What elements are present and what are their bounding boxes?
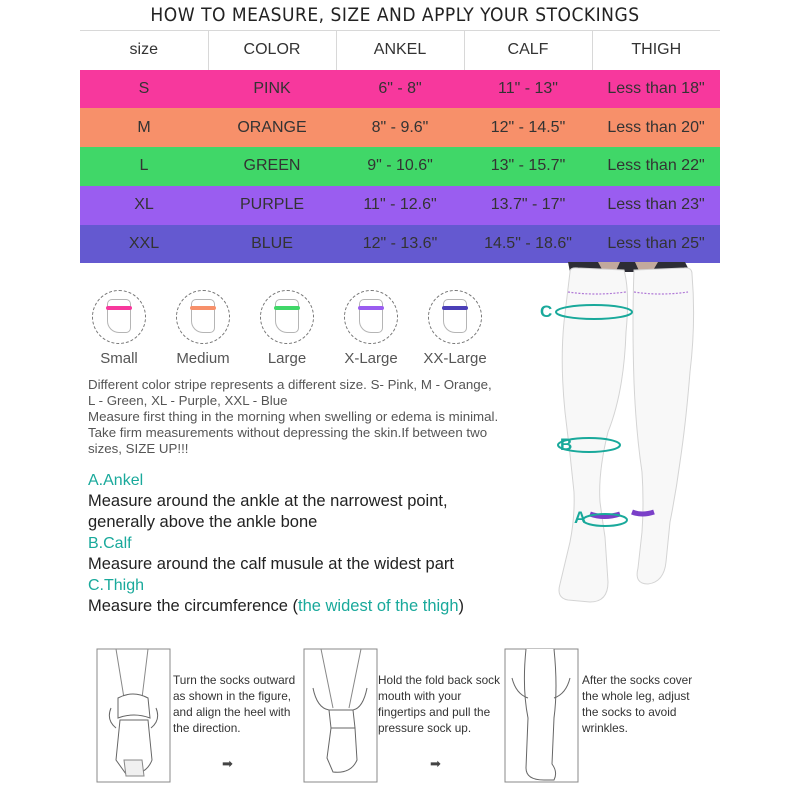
table-row-l	[80, 147, 720, 186]
header-thigh: THIGH	[592, 31, 720, 70]
sock-stripe-icon	[92, 290, 146, 344]
cell-ankle: 6" - 8"	[336, 70, 464, 109]
step-1-illustration	[96, 648, 171, 783]
note-line: L - Green, XL - Purple, XXL - Blue	[88, 393, 288, 408]
thigh-text: Measure the circumference (the widest of the thigh)	[88, 597, 465, 615]
cell-thigh: Less than 20"	[592, 108, 720, 147]
size-icon-label: XX-Large	[423, 350, 487, 367]
size-icon-xlarge	[336, 290, 406, 367]
size-chart-table	[80, 30, 720, 263]
table-row-m	[80, 108, 720, 147]
cell-ankle: 8" - 9.6"	[336, 108, 464, 147]
cell-size: XXL	[80, 225, 208, 264]
cell-calf: 11" - 13"	[464, 70, 592, 109]
application-steps	[80, 640, 720, 790]
size-icon-small	[84, 290, 154, 367]
size-stripe-icons	[84, 290, 504, 372]
cell-color: GREEN	[208, 147, 336, 186]
thigh-highlight: the widest of the thigh	[298, 597, 459, 615]
cell-calf: 12" - 14.5"	[464, 108, 592, 147]
step-3-text: After the socks cover the whole leg, adjust the socks to avoid wrinkles.	[582, 673, 693, 735]
size-icon-large	[252, 290, 322, 367]
cell-color: PINK	[208, 70, 336, 109]
cell-size: L	[80, 147, 208, 186]
cell-thigh: Less than 22"	[592, 147, 720, 186]
sock-stripe-icon	[428, 290, 482, 344]
cell-size: XL	[80, 186, 208, 225]
sock-stripe-icon	[344, 290, 398, 344]
ankle-text: generally above the ankle bone	[88, 513, 318, 531]
arrow-right-icon: ➡	[430, 756, 441, 771]
note-line: Different color stripe represents a different size. S- Pink, M - Orange,	[88, 377, 492, 392]
step-3-illustration	[504, 648, 579, 783]
note-line: Measure first thing in the morning when swelling or edema is minimal.	[88, 409, 499, 424]
sock-stripe-icon	[176, 290, 230, 344]
stocking-legs-diagram	[530, 262, 730, 612]
size-icon-xxlarge	[420, 290, 490, 367]
cell-color: PURPLE	[208, 186, 336, 225]
cell-thigh: Less than 23"	[592, 186, 720, 225]
ankle-heading: A.Ankel	[88, 472, 144, 489]
cell-color: ORANGE	[208, 108, 336, 147]
cell-ankle: 9" - 10.6"	[336, 147, 464, 186]
ankle-text: Measure around the ankle at the narrowest point,	[88, 492, 448, 510]
page-title: HOW TO MEASURE, SIZE AND APPLY YOUR STOCKINGS	[150, 4, 640, 26]
cell-thigh: Less than 18"	[592, 70, 720, 109]
calf-heading: B.Calf	[88, 535, 132, 552]
header-ankle: ANKEL	[336, 31, 464, 70]
label-c: C	[540, 302, 553, 321]
step-2-text: Hold the fold back sock mouth with your fingertips and pull the pressure sock up.	[378, 673, 500, 735]
arrow-right-icon: ➡	[222, 756, 233, 771]
size-icon-label: X-Large	[344, 350, 398, 367]
step-1-text: Turn the socks outward as shown in the figure, and align the heel with the direction.	[173, 673, 296, 735]
cell-calf: 14.5" - 18.6"	[464, 225, 592, 264]
size-icon-medium	[168, 290, 238, 367]
thigh-heading: C.Thigh	[88, 577, 145, 594]
measure-instructions	[88, 470, 528, 617]
cell-size: S	[80, 70, 208, 109]
cell-color: BLUE	[208, 225, 336, 264]
cell-thigh: Less than 25"	[592, 225, 720, 264]
size-note	[88, 377, 548, 457]
cell-ankle: 12" - 13.6"	[336, 225, 464, 264]
calf-text: Measure around the calf musule at the widest part	[88, 555, 454, 573]
header-calf: CALF	[464, 31, 592, 70]
size-icon-label: Large	[267, 350, 307, 367]
label-a: A	[574, 508, 587, 527]
table-header-row	[80, 31, 720, 70]
header-size: size	[80, 31, 208, 70]
step-2-illustration	[303, 648, 378, 783]
table-row-s	[80, 70, 720, 109]
size-icon-label: Small	[100, 350, 138, 367]
label-b: B	[560, 435, 573, 454]
sock-stripe-icon	[260, 290, 314, 344]
note-line: Take firm measurements without depressing the skin.If between two	[88, 425, 488, 440]
cell-size: M	[80, 108, 208, 147]
cell-ankle: 11" - 12.6"	[336, 186, 464, 225]
note-line: sizes, SIZE UP!!!	[88, 441, 189, 456]
table-row-xl	[80, 186, 720, 225]
cell-calf: 13.7" - 17"	[464, 186, 592, 225]
table-row-xxl	[80, 225, 720, 264]
header-color: COLOR	[208, 31, 336, 70]
cell-calf: 13" - 15.7"	[464, 147, 592, 186]
size-icon-label: Medium	[176, 350, 230, 367]
